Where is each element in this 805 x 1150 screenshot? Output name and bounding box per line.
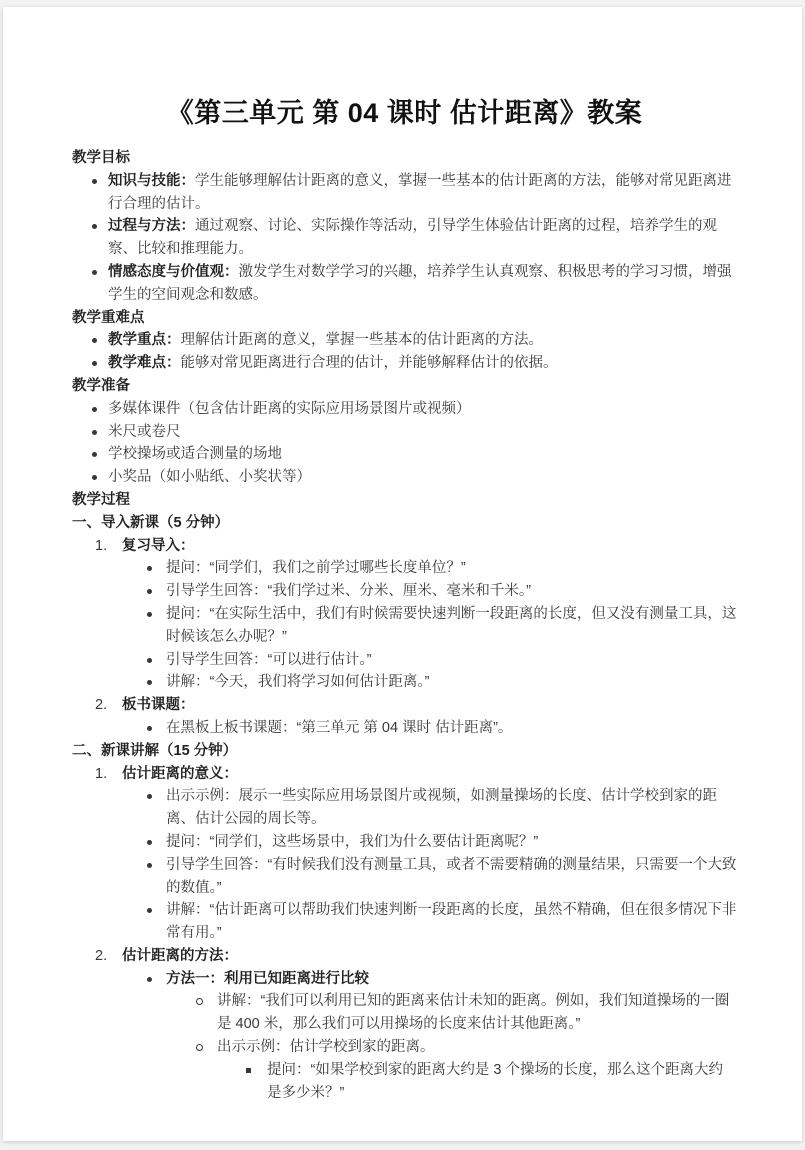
item-text: [122, 766, 238, 782]
section-heading: 教学目标: [72, 150, 130, 166]
item-text-normal: 学生能够理解估计距离的意义，掌握一些基本的估计距离的方法，能够对常见距离进行合理的估计。: [108, 172, 732, 212]
item-text-normal: 提问：“在实际生活中，我们有时候需要快速判断一段距离的长度，但又没有测量工具，这时候该怎么办呢？”: [166, 605, 737, 645]
disc-bullet-icon: [92, 224, 97, 229]
disc-bullet-icon: [92, 452, 97, 457]
item-text: [122, 948, 238, 964]
item-text: [166, 834, 538, 850]
list-item: [72, 329, 737, 352]
item-text-bold: 复习导入：: [122, 537, 195, 554]
item-text: [108, 446, 282, 462]
disc-bullet-icon: [147, 566, 152, 571]
list-item: [72, 785, 737, 831]
list-item: [72, 466, 737, 489]
item-text-normal: 讲解：“估计距离可以帮助我们快速判断一段距离的长度，虽然不精确，但在很多情况下非常有用。”: [166, 902, 737, 942]
item-text: [108, 332, 543, 348]
list-item: [72, 899, 737, 945]
item-text: [108, 355, 558, 371]
circle-bullet-icon: [196, 1044, 203, 1051]
list-item: [72, 671, 737, 694]
item-text-normal: 激发学生对数学学习的兴趣，培养学生认真观察、积极思考的学习习惯，增强学生的空间观念和数感。: [108, 263, 732, 303]
square-bullet-icon: [246, 1068, 251, 1073]
item-text-normal: 提问：“同学们，我们之前学过哪些长度单位？”: [166, 560, 466, 577]
item-number: 1.: [95, 537, 108, 554]
item-text: [166, 857, 736, 896]
item-text: [267, 1062, 723, 1101]
section-heading: 二、新课讲解（15 分钟）: [72, 742, 238, 759]
item-text-normal: 引导学生回答：“可以进行估计。”: [166, 651, 372, 668]
item-text: [108, 469, 311, 485]
list-item: [72, 717, 737, 740]
item-text-normal: 讲解：“我们可以利用已知的距离来估计未知的距离。例如，我们知道操场的一圈是 400 米，那么我们可以用操场的长度来估计其他距离。”: [217, 993, 730, 1033]
item-text-normal: 多媒体课件（包含估计距离的实际应用场景图片或视频）: [108, 400, 471, 417]
document-content: [72, 147, 737, 1104]
list-item: [72, 1059, 737, 1105]
document-body: [3, 7, 802, 1104]
item-text-bold: 情感态度与价值观：: [108, 263, 239, 280]
item-text-normal: 引导学生回答：“我们学过米、分米、厘米、毫米和千米。”: [166, 583, 531, 600]
item-text-normal: 出示示例：估计学校到家的距离。: [217, 1039, 435, 1056]
item-text: [166, 583, 531, 599]
circle-bullet-icon: [196, 998, 203, 1005]
disc-bullet-icon: [147, 680, 152, 685]
page-title: 《第三单元 第 04 课时 估计距离》教案: [166, 98, 643, 128]
list-item: [72, 603, 737, 649]
item-text-bold: 板书课题：: [122, 697, 195, 714]
numbered-item: [72, 535, 737, 558]
item-text: [217, 1039, 435, 1055]
disc-bullet-icon: [147, 658, 152, 663]
item-text: [166, 971, 369, 987]
item-text-normal: 提问：“如果学校到家的距离大约是 3 个操场的长度，那么这个距离大约是多少米？”: [267, 1061, 723, 1101]
list-item: [72, 990, 737, 1036]
numbered-item: [72, 694, 737, 717]
item-number: 2.: [95, 697, 108, 714]
item-text: [166, 788, 717, 827]
item-text-normal: 小奖品（如小贴纸、小奖状等）: [108, 469, 311, 486]
item-text-bold: 过程与方法：: [108, 218, 195, 235]
list-item: [72, 831, 737, 854]
item-text-normal: 能够对常见距离进行合理的估计，并能够解释估计的依据。: [180, 355, 558, 372]
item-text-normal: 米尺或卷尺: [108, 423, 181, 440]
section-heading: 教学准备: [72, 377, 130, 394]
item-number: 2.: [95, 947, 108, 964]
item-text: [108, 218, 717, 257]
item-text: [108, 424, 181, 440]
item-text: [108, 401, 471, 417]
section-heading: 一、导入新课（5 分钟）: [72, 514, 230, 531]
numbered-item: [72, 763, 737, 786]
list-item: [72, 443, 737, 466]
list-item: [72, 398, 737, 421]
item-text-normal: 通过观察、讨论、实际操作等活动，引导学生体验估计距离的过程，培养学生的观察、比较和推理能力。: [108, 218, 717, 258]
disc-bullet-icon: [92, 475, 97, 480]
item-text-bold: 估计距离的方法：: [122, 947, 238, 964]
item-text-bold: 估计距离的意义：: [122, 765, 238, 782]
numbered-item: [72, 945, 737, 968]
item-text-normal: 在黑板上板书课题：“第三单元 第 04 课时 估计距离”。: [166, 719, 513, 736]
disc-bullet-icon: [147, 840, 152, 845]
item-number: 1.: [95, 765, 108, 782]
disc-bullet-icon: [92, 338, 97, 343]
list-item: [72, 968, 737, 991]
item-text-bold: 方法一：利用已知距离进行比较: [166, 970, 369, 987]
item-text: [166, 560, 466, 576]
item-text-normal: 讲解：“今天，我们将学习如何估计距离。”: [166, 674, 430, 691]
section-heading: 教学过程: [72, 491, 130, 508]
item-text: [122, 697, 195, 713]
list-item: [72, 854, 737, 900]
list-item: [72, 352, 737, 375]
list-item: [72, 649, 737, 672]
item-text-bold: 教学重点：: [108, 332, 181, 349]
section-heading: 教学重难点: [72, 309, 145, 326]
item-text: [108, 173, 732, 212]
list-item: [72, 421, 737, 444]
item-text-normal: 提问：“同学们，这些场景中，我们为什么要估计距离呢？”: [166, 833, 539, 850]
list-item: [72, 557, 737, 580]
disc-bullet-icon: [147, 589, 152, 594]
list-item: [72, 261, 737, 307]
list-item: [72, 170, 737, 216]
item-text: [166, 606, 736, 645]
item-text: [166, 652, 371, 668]
list-item: [72, 1036, 737, 1059]
item-text: [166, 720, 512, 736]
item-text-bold: 知识与技能：: [108, 172, 195, 189]
disc-bullet-icon: [92, 407, 97, 412]
item-text-normal: 学校操场或适合测量的场地: [108, 446, 282, 463]
disc-bullet-icon: [147, 977, 152, 982]
item-text-normal: 出示示例：展示一些实际应用场景图片或视频，如测量操场的长度、估计学校到家的距离、估计公园的周长等。: [166, 788, 717, 828]
disc-bullet-icon: [147, 612, 152, 617]
disc-bullet-icon: [92, 430, 97, 435]
item-text: [166, 674, 429, 690]
item-text-normal: 理解估计距离的意义，掌握一些基本的估计距离的方法。: [180, 332, 543, 349]
item-text-bold: 教学难点：: [108, 355, 181, 372]
disc-bullet-icon: [92, 270, 97, 275]
item-text: [166, 902, 736, 941]
disc-bullet-icon: [92, 179, 97, 184]
disc-bullet-icon: [147, 908, 152, 913]
item-text: [217, 993, 729, 1032]
document-page: [3, 7, 802, 1141]
disc-bullet-icon: [147, 794, 152, 799]
list-item: [72, 215, 737, 261]
item-text: [122, 538, 195, 554]
list-item: [72, 580, 737, 603]
item-text-normal: 引导学生回答：“有时候我们没有测量工具，或者不需要精确的测量结果，只需要一个大致的数值。”: [166, 856, 737, 896]
item-text: [108, 264, 732, 303]
disc-bullet-icon: [147, 863, 152, 868]
disc-bullet-icon: [147, 726, 152, 731]
disc-bullet-icon: [92, 361, 97, 366]
